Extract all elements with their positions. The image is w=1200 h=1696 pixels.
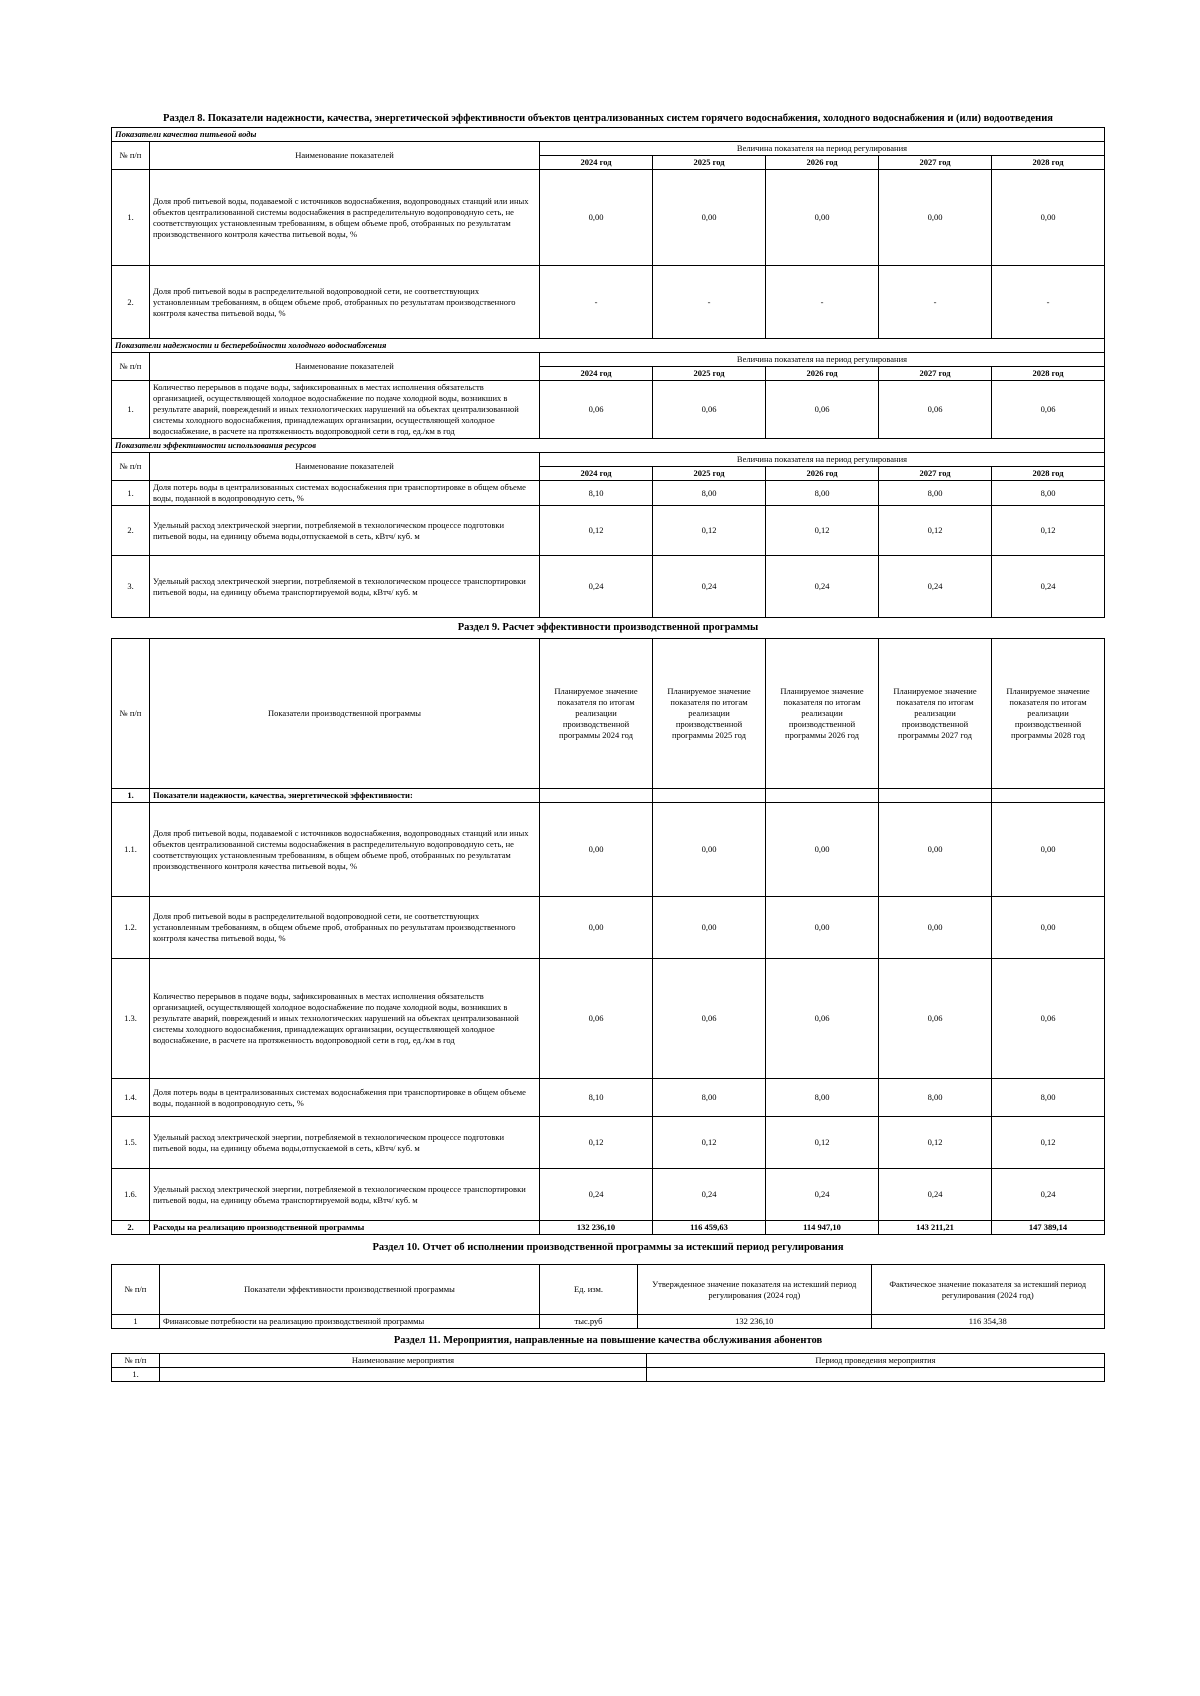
col-value: Величина показателя на период регулирования (540, 353, 1105, 367)
planned-col-header: Планируемое значение показателя по итогам реализации производственной программы 2028 год (992, 639, 1105, 789)
indicator-name: Доля проб питьевой воды, подаваемой с источников водоснабжения, водопроводных станций или иных объектов централизованной системы водоснабжения в распределительную водопроводную сеть, не соответствующих установленным требованиям, в общем объеме проб, отобранных по результатам производственного контроля качества питьевой воды, % (150, 170, 540, 266)
row-number: 1.6. (112, 1169, 150, 1221)
col-num: № п/п (112, 142, 150, 170)
planned-col-header: Планируемое значение показателя по итогам реализации производственной программы 2026 год (766, 639, 879, 789)
section-9-table (111, 638, 1105, 1235)
value-cell: 0,00 (992, 897, 1105, 959)
value-cell: 0,06 (879, 959, 992, 1079)
value-cell: 0,00 (766, 170, 879, 266)
row-number: 1.2. (112, 897, 150, 959)
indicator-name: Финансовые потребности на реализацию производственной программы (160, 1315, 540, 1329)
value-cell: 132 236,10 (540, 1221, 653, 1235)
indicator-name: Количество перерывов в подаче воды, зафиксированных в местах исполнения обязательств организацией, осуществляющей холодное водоснабжение по подаче холодной воды, возникших в результате аварий, повреждений и иных технологических нарушений на объектах централизованной системы холодного водоснабжения, принадлежащих организации, осуществляющей холодное водоснабжение, в расчете на протяженность водопроводной сети в год, ед./км в год (150, 381, 540, 439)
indicator-name: Доля потерь воды в централизованных системах водоснабжения при транспортировке в общем объеме воды, поданной в водопроводную сеть, % (150, 1079, 540, 1117)
year-header: 2027 год (879, 156, 992, 170)
row-number: 2. (112, 506, 150, 556)
table-row (112, 381, 1105, 439)
value-cell: 114 947,10 (766, 1221, 879, 1235)
value-cell: 0,00 (540, 897, 653, 959)
section-8-title: Раздел 8. Показатели надежности, качества, энергетической эффективности объектов централизованных систем горячего водоснабжения, холодного водоснабжения и (или) водоотведения (163, 113, 1053, 124)
value-cell: 0,12 (653, 506, 766, 556)
value-cell: 0,24 (653, 1169, 766, 1221)
value-cell: - (653, 266, 766, 339)
row-number: 1 (112, 1315, 160, 1329)
value-cell: 0,24 (992, 556, 1105, 618)
empty-cell (160, 1368, 647, 1382)
year-header: 2026 год (766, 467, 879, 481)
group-name: Показатели надежности, качества, энергетической эффективности: (150, 789, 540, 803)
document-page (111, 112, 1105, 1382)
value-cell: 8,00 (879, 1079, 992, 1117)
col-num: № п/п (112, 353, 150, 381)
planned-col-header: Планируемое значение показателя по итогам реализации производственной программы 2024 год (540, 639, 653, 789)
value-cell: 0,06 (540, 381, 653, 439)
value-cell: 0,12 (992, 506, 1105, 556)
year-header: 2024 год (540, 156, 653, 170)
value-cell: 0,24 (992, 1169, 1105, 1221)
indicator-name: Удельный расход электрической энергии, потребляемой в технологическом процессе транспортировки питьевой воды, на единицу объема транспортируемой воды, кВтч/ куб. м (150, 556, 540, 618)
col-num: № п/п (112, 1354, 160, 1368)
table-row (112, 1368, 1105, 1382)
col-num: № п/п (112, 639, 150, 789)
value-cell: 0,24 (766, 556, 879, 618)
section-11-table (111, 1353, 1105, 1382)
value-cell: 0,00 (879, 897, 992, 959)
value-cell: 0,24 (879, 556, 992, 618)
table-row (112, 1079, 1105, 1117)
group-name: Расходы на реализацию производственной программы (150, 1221, 540, 1235)
col-unit: Ед. изм. (540, 1265, 638, 1315)
year-header: 2024 год (540, 467, 653, 481)
row-number: 1.3. (112, 959, 150, 1079)
row-number: 1. (112, 1368, 160, 1382)
col-num: № п/п (112, 1265, 160, 1315)
value-cell: 0,12 (879, 1117, 992, 1169)
value-cell: 0,24 (540, 1169, 653, 1221)
col-name: Наименование показателей (150, 142, 540, 170)
value-cell: 0,00 (540, 803, 653, 897)
value-cell: 0,00 (879, 170, 992, 266)
col-name: Наименование показателей (150, 353, 540, 381)
group-row (112, 789, 1105, 803)
section-9-title: Раздел 9. Расчет эффективности производственной программы (457, 622, 759, 633)
year-header: 2027 год (879, 367, 992, 381)
row-number: 1. (112, 481, 150, 506)
year-header: 2025 год (653, 467, 766, 481)
value-cell: 0,24 (766, 1169, 879, 1221)
year-header: 2025 год (653, 156, 766, 170)
section-10-table (111, 1264, 1105, 1329)
value-cell: 0,24 (540, 556, 653, 618)
year-header: 2026 год (766, 367, 879, 381)
col-actual: Фактическое значение показателя за истекший период регулирования (2024 год) (871, 1265, 1105, 1315)
value-cell: 0,00 (879, 803, 992, 897)
col-value: Величина показателя на период регулирования (540, 142, 1105, 156)
value-cell: 143 211,21 (879, 1221, 992, 1235)
indicator-name: Количество перерывов в подаче воды, зафиксированных в местах исполнения обязательств организацией, осуществляющей холодное водоснабжение по подаче холодной воды, возникших в результате аварий, повреждений и иных технологических нарушений на объектах централизованной системы холодного водоснабжения, принадлежащих организации, осуществляющей холодное водоснабжение, в расчете на протяженность водопроводной сети в год, ед./км в год (150, 959, 540, 1079)
value-cell: 0,00 (653, 803, 766, 897)
value-cell: 0,00 (653, 897, 766, 959)
col-name: Наименование показателей (150, 453, 540, 481)
year-header: 2024 год (540, 367, 653, 381)
indicator-name: Удельный расход электрической энергии, потребляемой в технологическом процессе подготовки питьевой воды, на единицу объема воды,отпускаемой в сеть, кВтч/ куб. м (150, 1117, 540, 1169)
value-cell: 0,06 (766, 381, 879, 439)
table-row (112, 266, 1105, 339)
value-cell: 0,24 (879, 1169, 992, 1221)
row-number: 1. (112, 381, 150, 439)
indicator-name: Удельный расход электрической энергии, потребляемой в технологическом процессе подготовки питьевой воды, на единицу объема воды,отпускаемой в сеть, кВтч/ куб. м (150, 506, 540, 556)
value-cell: 0,06 (879, 381, 992, 439)
value-cell: 0,12 (992, 1117, 1105, 1169)
value-cell: 0,12 (879, 506, 992, 556)
value-cell: 116 459,63 (653, 1221, 766, 1235)
year-header: 2028 год (992, 467, 1105, 481)
value-cell: 0,12 (653, 1117, 766, 1169)
value-cell: 8,10 (540, 481, 653, 506)
indicator-name: Доля проб питьевой воды в распределительной водопроводной сети, не соответствующих установленным требованиям, в общем объеме проб, отобранных по результатам производственного контроля качества питьевой воды, % (150, 897, 540, 959)
value-cell: 0,00 (766, 897, 879, 959)
value-cell: 0,12 (766, 506, 879, 556)
value-cell: 8,00 (766, 481, 879, 506)
value-cell: - (879, 266, 992, 339)
value-cell: 8,00 (879, 481, 992, 506)
indicator-name: Доля потерь воды в централизованных системах водоснабжения при транспортировке в общем объеме воды, поданной в водопроводную сеть, % (150, 481, 540, 506)
table-row (112, 481, 1105, 506)
col-name: Показатели эффективности производственной программы (160, 1265, 540, 1315)
indicator-name: Доля проб питьевой воды в распределительной водопроводной сети, не соответствующих установленным требованиям, в общем объеме проб, отобранных по результатам производственного контроля качества питьевой воды, % (150, 266, 540, 339)
row-number: 1. (112, 170, 150, 266)
value-cell: 8,00 (992, 1079, 1105, 1117)
value-cell: 0,12 (540, 506, 653, 556)
value-cell: 0,06 (766, 959, 879, 1079)
approved-value: 132 236,10 (638, 1315, 872, 1329)
section-10-title: Раздел 10. Отчет об исполнении производственной программы за истекший период регулирования (372, 1242, 844, 1253)
year-header: 2027 год (879, 467, 992, 481)
value-cell: - (540, 266, 653, 339)
value-cell: 0,06 (992, 959, 1105, 1079)
table-row (112, 1117, 1105, 1169)
indicator-name: Удельный расход электрической энергии, потребляемой в технологическом процессе транспортировки питьевой воды, на единицу объема транспортируемой воды, кВтч/ куб. м (150, 1169, 540, 1221)
quality-heading: Показатели качества питьевой воды (112, 128, 1105, 142)
value-cell: 0,12 (540, 1117, 653, 1169)
table-row (112, 1315, 1105, 1329)
col-period: Период проведения мероприятия (647, 1354, 1105, 1368)
row-number: 1. (112, 789, 150, 803)
col-num: № п/п (112, 453, 150, 481)
table-row (112, 170, 1105, 266)
indicator-name: Доля проб питьевой воды, подаваемой с источников водоснабжения, водопроводных станций или иных объектов централизованной системы водоснабжения в распределительную водопроводную сеть, не соответствующих установленным требованиям, в общем объеме проб, отобранных по результатам производственного контроля качества питьевой воды, % (150, 803, 540, 897)
year-header: 2028 год (992, 367, 1105, 381)
row-number: 1.1. (112, 803, 150, 897)
value-cell: 0,00 (653, 170, 766, 266)
value-cell: 0,00 (540, 170, 653, 266)
col-approved: Утвержденное значение показателя на истекший период регулирования (2024 год) (638, 1265, 872, 1315)
value-cell: 0,06 (653, 959, 766, 1079)
value-cell: 0,00 (992, 170, 1105, 266)
col-name: Наименование мероприятия (160, 1354, 647, 1368)
value-cell: 8,00 (653, 1079, 766, 1117)
table-row (112, 1169, 1105, 1221)
actual-value: 116 354,38 (871, 1315, 1105, 1329)
value-cell: - (992, 266, 1105, 339)
col-name: Показатели производственной программы (150, 639, 540, 789)
value-cell: 0,12 (766, 1117, 879, 1169)
table-row (112, 959, 1105, 1079)
value-cell: 147 389,14 (992, 1221, 1105, 1235)
reliability-heading: Показатели надежности и бесперебойности холодного водоснабжения (112, 339, 1105, 353)
table-row (112, 897, 1105, 959)
value-cell: 0,06 (992, 381, 1105, 439)
section-11-title: Раздел 11. Мероприятия, направленные на повышение качества обслуживания абонентов (393, 1335, 823, 1346)
table-row (112, 556, 1105, 618)
value-cell: 0,06 (653, 381, 766, 439)
section-8-table (111, 127, 1105, 618)
planned-col-header: Планируемое значение показателя по итогам реализации производственной программы 2025 год (653, 639, 766, 789)
table-row (112, 506, 1105, 556)
efficiency-heading: Показатели эффективности использования ресурсов (112, 439, 1105, 453)
row-number: 1.5. (112, 1117, 150, 1169)
year-header: 2026 год (766, 156, 879, 170)
row-number: 3. (112, 556, 150, 618)
value-cell: 0,00 (766, 803, 879, 897)
value-cell: - (766, 266, 879, 339)
group-row (112, 1221, 1105, 1235)
value-cell: 0,06 (540, 959, 653, 1079)
value-cell: 0,24 (653, 556, 766, 618)
row-number: 2. (112, 1221, 150, 1235)
empty-cell (647, 1368, 1105, 1382)
row-number: 2. (112, 266, 150, 339)
value-cell: 8,00 (653, 481, 766, 506)
row-number: 1.4. (112, 1079, 150, 1117)
unit-cell: тыс.руб (540, 1315, 638, 1329)
year-header: 2028 год (992, 156, 1105, 170)
value-cell: 0,00 (992, 803, 1105, 897)
value-cell: 8,00 (992, 481, 1105, 506)
value-cell: 8,10 (540, 1079, 653, 1117)
value-cell: 8,00 (766, 1079, 879, 1117)
table-row (112, 803, 1105, 897)
planned-col-header: Планируемое значение показателя по итогам реализации производственной программы 2027 год (879, 639, 992, 789)
col-value: Величина показателя на период регулирования (540, 453, 1105, 467)
year-header: 2025 год (653, 367, 766, 381)
